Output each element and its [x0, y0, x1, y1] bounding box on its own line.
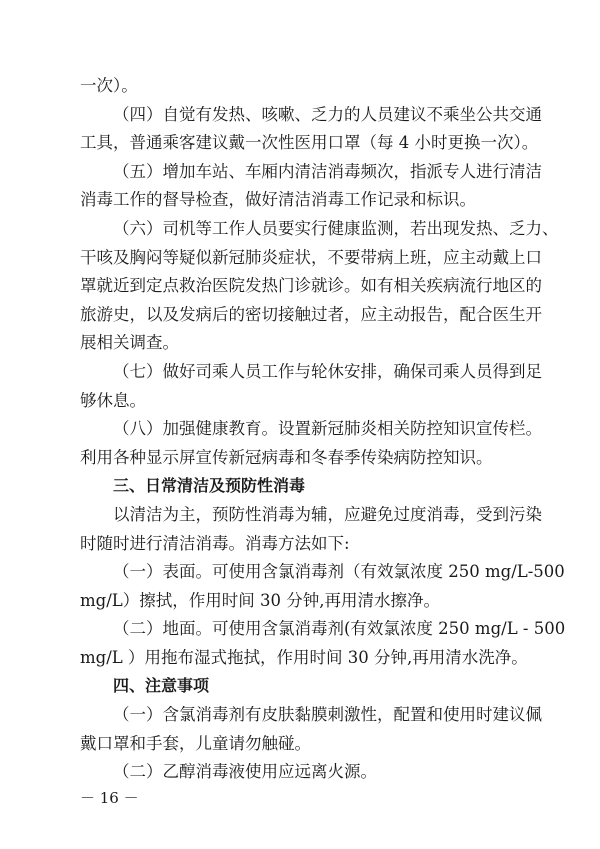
paragraph-line: 展相关调查。	[80, 333, 179, 353]
document-body	[80, 72, 566, 787]
section-heading: 四、注意事项	[113, 676, 210, 696]
paragraph-line: mg/L）擦拭，作用时间 30 分钟,再用清水擦净。	[80, 590, 440, 610]
paragraph-line: 干咳及胸闷等疑似新冠肺炎症状，不要带病上班，应主动戴上口	[80, 247, 542, 267]
paragraph-line: （四）自觉有发热、咳嗽、乏力的人员建议不乘坐公共交通	[113, 104, 542, 124]
paragraph-line: 旅游史，以及发病后的密切接触过者，应主动报告，配合医生开	[80, 304, 542, 324]
paragraph-line: （六）司机等工作人员要实行健康监测，若出现发热、乏力、	[113, 218, 559, 238]
paragraph-line: （二）乙醇消毒液使用应远离火源。	[113, 762, 377, 782]
paragraph-line: （七）做好司乘人员工作与轮休安排，确保司乘人员得到足	[113, 361, 542, 381]
paragraph-line: 利用各种显示屏宣传新冠病毒和冬春季传染病防控知识。	[80, 447, 493, 467]
paragraph-line: 以清洁为主，预防性消毒为辅，应避免过度消毒，受到污染	[113, 504, 542, 524]
paragraph-line: （八）加强健康教育。设置新冠肺炎相关防控知识宣传栏。	[113, 419, 542, 439]
paragraph-line: （一）表面。可使用含氯消毒剂（有效氯浓度 250 mg/L-500	[113, 562, 565, 582]
paragraph-line: mg/L ）用拖布湿式拖拭，作用时间 30 分钟,再用清水洗净。	[80, 647, 528, 667]
paragraph-line: 够休息。	[80, 390, 146, 410]
paragraph-line: （二）地面。可使用含氯消毒剂(有效氯浓度 250 mg/L - 500	[113, 619, 566, 639]
paragraph-line: 戴口罩和手套，儿童请勿触碰。	[80, 733, 311, 753]
paragraph-line: （五）增加车站、车厢内清洁消毒频次，指派专人进行清洁	[113, 161, 542, 181]
paragraph-line: 消毒工作的督导检查，做好清洁消毒工作记录和标识。	[80, 190, 476, 210]
section-heading: 三、日常清洁及预防性消毒	[113, 476, 306, 496]
paragraph-line: 时随时进行清洁消毒。消毒方法如下:	[80, 533, 350, 553]
page-number: － 16 －	[80, 789, 139, 807]
paragraph-line: 一次）。	[80, 76, 138, 95]
paragraph-line: （一）含氯消毒剂有皮肤黏膜刺激性，配置和使用时建议佩	[113, 705, 542, 725]
paragraph-line: 工具，普通乘客建议戴一次性医用口罩（每 4 小时更换一次）。	[80, 133, 539, 153]
paragraph-line: 罩就近到定点救治医院发热门诊就诊。如有相关疾病流行地区的	[80, 276, 542, 296]
